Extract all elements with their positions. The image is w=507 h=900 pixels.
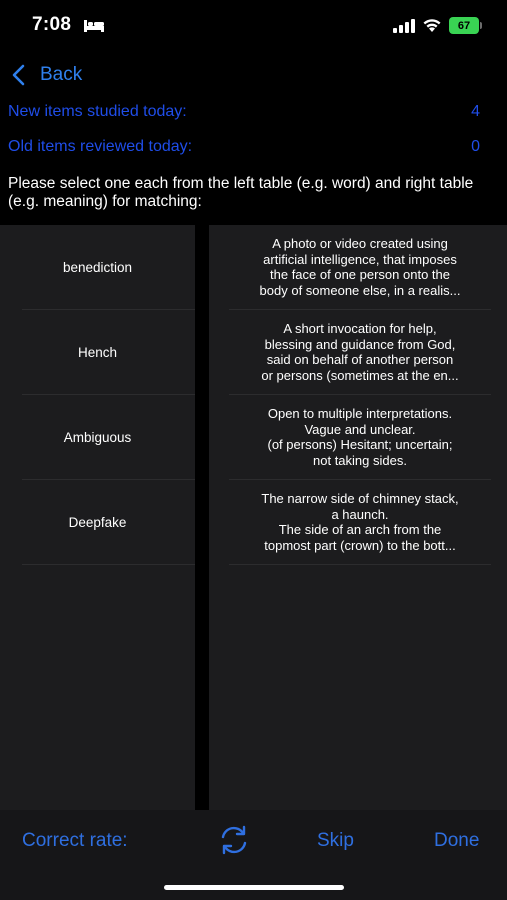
battery-level: 67	[457, 19, 471, 32]
bottom-toolbar	[0, 810, 507, 900]
skip-button[interactable]: Skip	[317, 830, 354, 851]
old-items-value: 0	[471, 138, 480, 155]
done-button[interactable]: Done	[434, 830, 480, 851]
cellular-signal-icon	[393, 19, 415, 33]
meaning-cell[interactable]	[229, 395, 491, 480]
matching-tables	[0, 225, 507, 810]
back-button[interactable]	[10, 60, 82, 90]
word-cell[interactable]	[22, 480, 195, 565]
meaning-cell[interactable]	[229, 480, 491, 565]
correct-rate-label: Correct rate:	[22, 830, 128, 851]
new-items-label: New items studied today:	[8, 103, 187, 120]
battery-cap	[480, 22, 482, 29]
word-cell[interactable]	[22, 225, 195, 310]
old-items-row	[8, 138, 480, 156]
status-time: 7:08	[32, 14, 72, 35]
word-cell[interactable]	[22, 395, 195, 480]
instructions-text: Please select one each from the left table (e.g. word) and right table (e.g. meaning) for matching:	[8, 175, 474, 210]
back-label: Back	[40, 64, 83, 85]
word-label: benediction	[62, 259, 133, 275]
meaning-text: A short invocation for help, blessing and guidance from God, said on behalf of another person or persons (sometimes at the en...	[261, 321, 459, 383]
meaning-text: A photo or video created using artificial intelligence, that imposes the face of one person onto the body of someone else, in a realis...	[259, 236, 461, 298]
refresh-icon[interactable]	[216, 822, 252, 858]
meaning-cell[interactable]	[229, 310, 491, 395]
word-label: Deepfake	[68, 514, 127, 530]
home-indicator	[164, 885, 344, 890]
bed-icon	[83, 19, 105, 33]
battery-indicator	[449, 17, 479, 34]
word-label: Hench	[77, 344, 118, 360]
meaning-text: Open to multiple interpretations. Vague and unclear. (of persons) Hesitant; uncertain; not taking sides.	[267, 406, 453, 468]
new-items-row	[8, 103, 480, 121]
word-label: Ambiguous	[63, 429, 132, 445]
word-table	[0, 225, 195, 810]
wifi-icon	[422, 17, 442, 33]
meaning-table	[209, 225, 507, 810]
new-items-value: 4	[471, 103, 480, 120]
meaning-cell[interactable]	[229, 225, 491, 310]
word-cell[interactable]	[22, 310, 195, 395]
status-bar	[0, 0, 507, 52]
chevron-left-icon	[10, 63, 28, 87]
old-items-label: Old items reviewed today:	[8, 138, 193, 155]
meaning-text: The narrow side of chimney stack, a haunch. The side of an arch from the topmost part (crown) to the bott...	[261, 491, 459, 553]
